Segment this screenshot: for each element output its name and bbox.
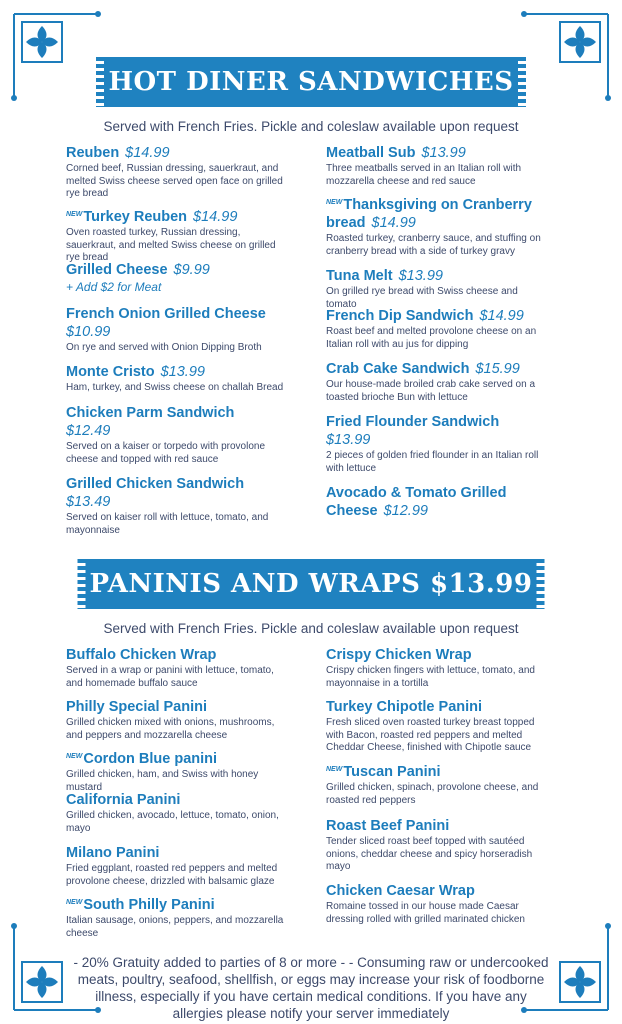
item-name: Grilled Chicken Sandwich [66,476,245,492]
item-name: Turkey Reuben [83,209,188,225]
item-description: 2 pieces of golden fried flounder in an Italian roll with lettuce [326,450,539,474]
section-title: PANINIS AND WRAPS $13.99 [84,559,539,609]
menu-item [326,882,551,926]
menu-item [326,698,551,755]
item-description: Grilled chicken, ham, and Swiss with honey mustard [66,769,259,793]
item-description: Corned beef, Russian dressing, sauerkraut, and melted Swiss cheese served open face on grilled rye bread [66,163,283,199]
menu-item [326,413,551,475]
item-description: Roast beef and melted provolone cheese on an Italian roll with au jus for dipping [326,326,537,350]
item-description: Italian sausage, onions, peppers, and mozzarella cheese [66,915,284,939]
new-badge: NEW [326,766,343,773]
item-name: Fried Flounder Sandwich [326,414,500,430]
item-name: Crispy Chicken Wrap [326,647,472,663]
item-price: $9.99 [173,262,210,278]
menu-item [66,261,291,294]
item-description: Fresh sliced oven roasted turkey breast topped with Bacon, roasted red peppers and melted Cheddar Cheese, finished with Chipotle sauce [326,717,535,753]
menu-item [326,646,551,690]
menu-item [66,646,291,690]
item-name: Roast Beef Panini [326,818,450,834]
item-description: Fried eggplant, roasted red peppers and melted provolone cheese, drizzled with balsamic glaze [66,863,278,887]
menu-item [326,484,551,520]
new-badge: NEW [326,199,343,206]
item-name: Tuscan Panini [343,764,441,780]
menu-item [66,305,291,355]
item-price: $13.99 [421,145,466,161]
ornament-corner-icon [520,10,612,102]
ornament-corner-icon [10,10,102,102]
menu-item [66,844,291,888]
item-description: Served on kaiser roll with lettuce, tomato, and mayonnaise [66,512,269,536]
item-description: Grilled chicken mixed with onions, mushrooms, and peppers and mozzarella cheese [66,717,275,741]
menu-item [66,791,291,835]
item-name: California Panini [66,792,181,808]
item-name: Philly Special Panini [66,699,208,715]
menu-item [326,144,551,188]
item-name: Grilled Cheese [66,262,168,278]
item-description: Ham, turkey, and Swiss cheese on challah Bread [66,382,284,393]
item-name: Reuben [66,145,120,161]
section-title: HOT DINER SANDWICHES [102,57,520,107]
menu-item [326,307,551,351]
item-name: Monte Cristo [66,364,155,380]
item-name: Avocado & Tomato Grilled Cheese [326,485,507,519]
menu-item [66,475,291,537]
item-description: Crispy chicken fingers with lettuce, tomato, and mayonnaise in a tortilla [326,665,535,689]
item-description: Served on a kaiser or torpedo with provolone cheese and topped with red sauce [66,441,266,465]
section-subtitle: Served with French Fries. Pickle and coleslaw available upon request [103,621,519,636]
item-name: Chicken Caesar Wrap [326,883,475,899]
item-price: $14.99 [371,215,416,231]
item-name: Cordon Blue panini [83,751,218,767]
item-price: $12.49 [66,423,111,439]
item-name: South Philly Panini [83,897,215,913]
item-description: On grilled rye bread with Swiss cheese and tomato [326,286,518,310]
menu-item [326,817,551,874]
new-badge: NEW [66,753,83,760]
item-price: $12.99 [383,503,428,519]
item-name: Tuna Melt [326,268,393,284]
menu-item [66,208,291,265]
item-price: $13.99 [398,268,443,284]
item-description: Grilled chicken, avocado, lettuce, tomato, onion, mayo [66,810,279,834]
item-name: Milano Panini [66,845,160,861]
item-description: Grilled chicken, spinach, provolone cheese, and roasted red peppers [326,782,539,806]
new-badge: NEW [66,211,83,218]
item-name: Crab Cake Sandwich [326,361,470,377]
item-price: $15.99 [475,361,520,377]
menu-item [66,144,291,201]
item-price: $14.99 [193,209,238,225]
item-price: $13.49 [66,494,111,510]
menu-item [66,404,291,466]
item-name: French Dip Sandwich [326,308,474,324]
item-description: Our house-made broiled crab cake served on a toasted brioche Bun with lettuce [326,379,536,403]
menu-item [66,698,291,742]
new-badge: NEW [66,899,83,906]
item-price: $13.99 [160,364,205,380]
item-description: Tender sliced roast beef topped with sautéed onions, cheddar cheese and spicy horseradish mayo [326,836,533,872]
menu-item [326,360,551,404]
item-description: Oven roasted turkey, Russian dressing, sauerkraut, and melted Swiss cheese on grilled rye bread [66,227,276,263]
menu-item [66,750,291,794]
menu-item [326,267,551,311]
item-description: Romaine tossed in our house made Caesar dressing rolled with grilled marinated chicken [326,901,525,925]
item-name: Buffalo Chicken Wrap [66,647,217,663]
item-price: $13.99 [326,432,371,448]
item-name: French Onion Grilled Cheese [66,306,266,322]
item-price: $14.99 [125,145,170,161]
menu-item [66,363,291,395]
item-description: Roasted turkey, cranberry sauce, and stuffing on cranberry bread with a side of turkey gravy [326,233,541,257]
item-price: $14.99 [479,308,524,324]
item-name: Turkey Chipotle Panini [326,699,483,715]
item-name: Chicken Parm Sandwich [66,405,235,421]
footer-disclaimer: - 20% Gratuity added to parties of 8 or more - - Consuming raw or undercooked meats, poultry, seafood, shellfish, or eggs may increase your risk of foodborne illness, especially if you have certain medical conditions. If you have any allergies please notify your server immediately [73,955,549,1021]
item-name: Meatball Sub [326,145,416,161]
item-addon: + Add $2 for Meat [66,280,162,294]
item-description: On rye and served with Onion Dipping Broth [66,342,262,353]
item-price: $10.99 [66,324,111,340]
menu-item [326,196,551,258]
item-name: Thanksgiving on Cranberry bread [326,197,532,231]
menu-item [326,763,551,807]
item-description: Three meatballs served in an Italian roll with mozzarella cheese and red sauce [326,163,522,187]
menu-item [66,896,291,940]
item-description: Served in a wrap or panini with lettuce, tomato, and homemade buffalo sauce [66,665,274,689]
section-subtitle: Served with French Fries. Pickle and coleslaw available upon request [103,119,519,134]
